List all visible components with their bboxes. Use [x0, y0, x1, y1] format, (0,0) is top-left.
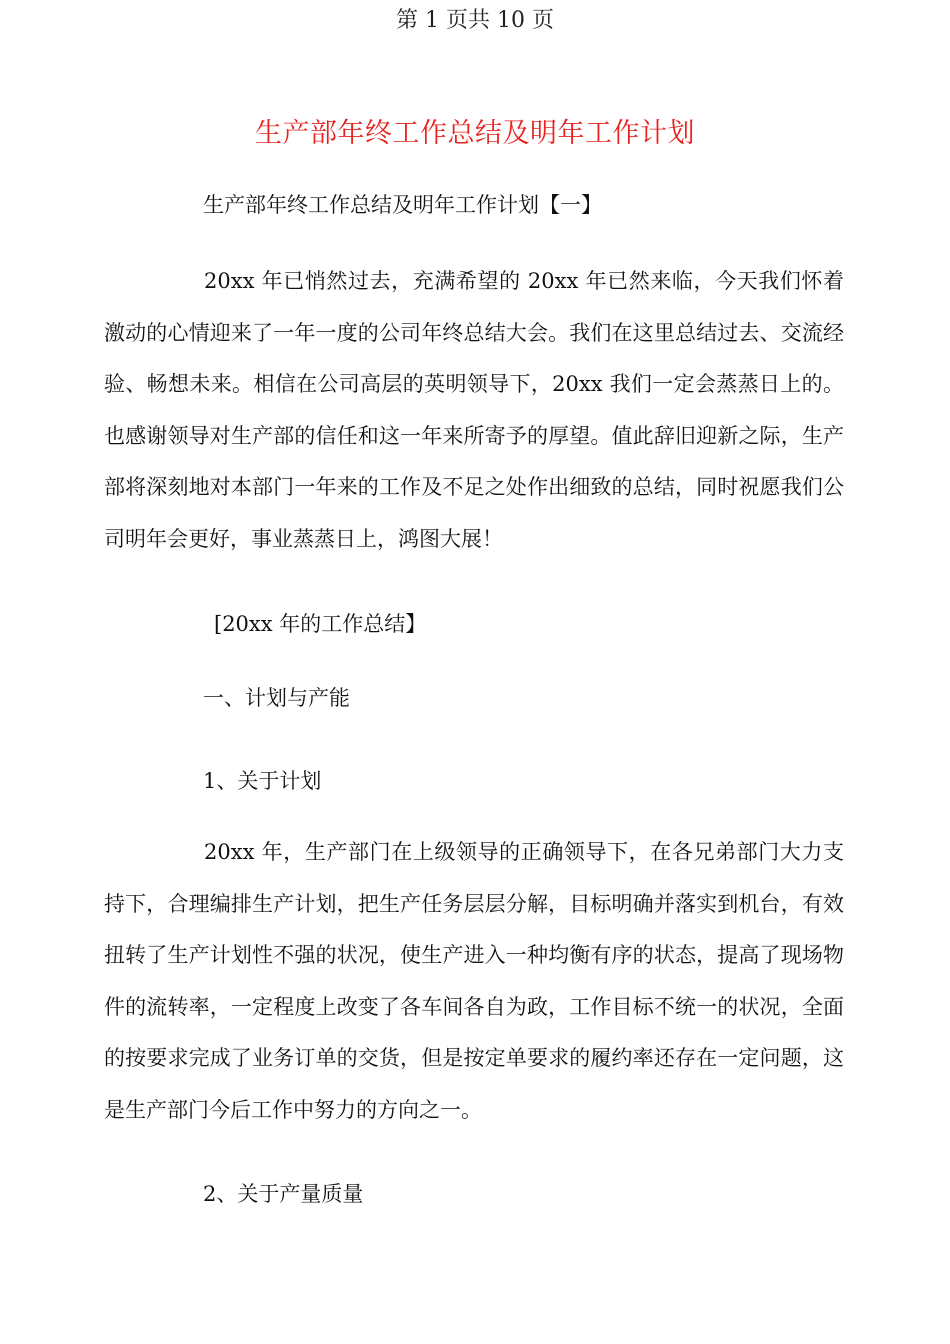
intro-paragraph: 20xx 年已悄然过去，充满希望的 20xx 年已然来临，今天我们怀着激动的心情迎来了一年一度的公司年终总结大会。我们在这里总结过去、交流经验、畅想未来。相信在公司高层的英明领导下，20xx 我们一定会蒸蒸日上的。也感谢领导对生产部的信任和这一年来所寄予的厚望。值此辞旧迎新之际，生产部将深刻地对本部门一年来的工作及不足之处作出细致的总结，同时祝愿我们公司明年会更好，事业蒸蒸日上，鸿图大展！	[104, 269, 844, 551]
section-label-work-summary: [20xx 年的工作总结】	[214, 612, 427, 636]
heading-about-plan: 1、关于计划	[203, 769, 322, 793]
heading-output-quality: 2、关于产量质量	[203, 1182, 364, 1206]
heading-plan-and-capacity: 一、计划与产能	[203, 686, 350, 710]
page-number-header: 第 1 页共 10 页	[396, 8, 554, 33]
document-subtitle: 生产部年终工作总结及明年工作计划【一】	[203, 193, 602, 217]
plan-paragraph: 20xx 年，生产部门在上级领导的正确领导下，在各兄弟部门大力支持下，合理编排生产计划，把生产任务层层分解，目标明确并落实到机台，有效扭转了生产计划性不强的状况，使生产进入一种均衡有序的状态，提高了现场物件的流转率，一定程度上改变了各车间各自为政，工作目标不统一的状况，全面的按要求完成了业务订单的交货，但是按定单要求的履约率还存在一定问题，这是生产部门今后工作中努力的方向之一。	[104, 840, 844, 1122]
document-title: 生产部年终工作总结及明年工作计划	[255, 118, 695, 149]
